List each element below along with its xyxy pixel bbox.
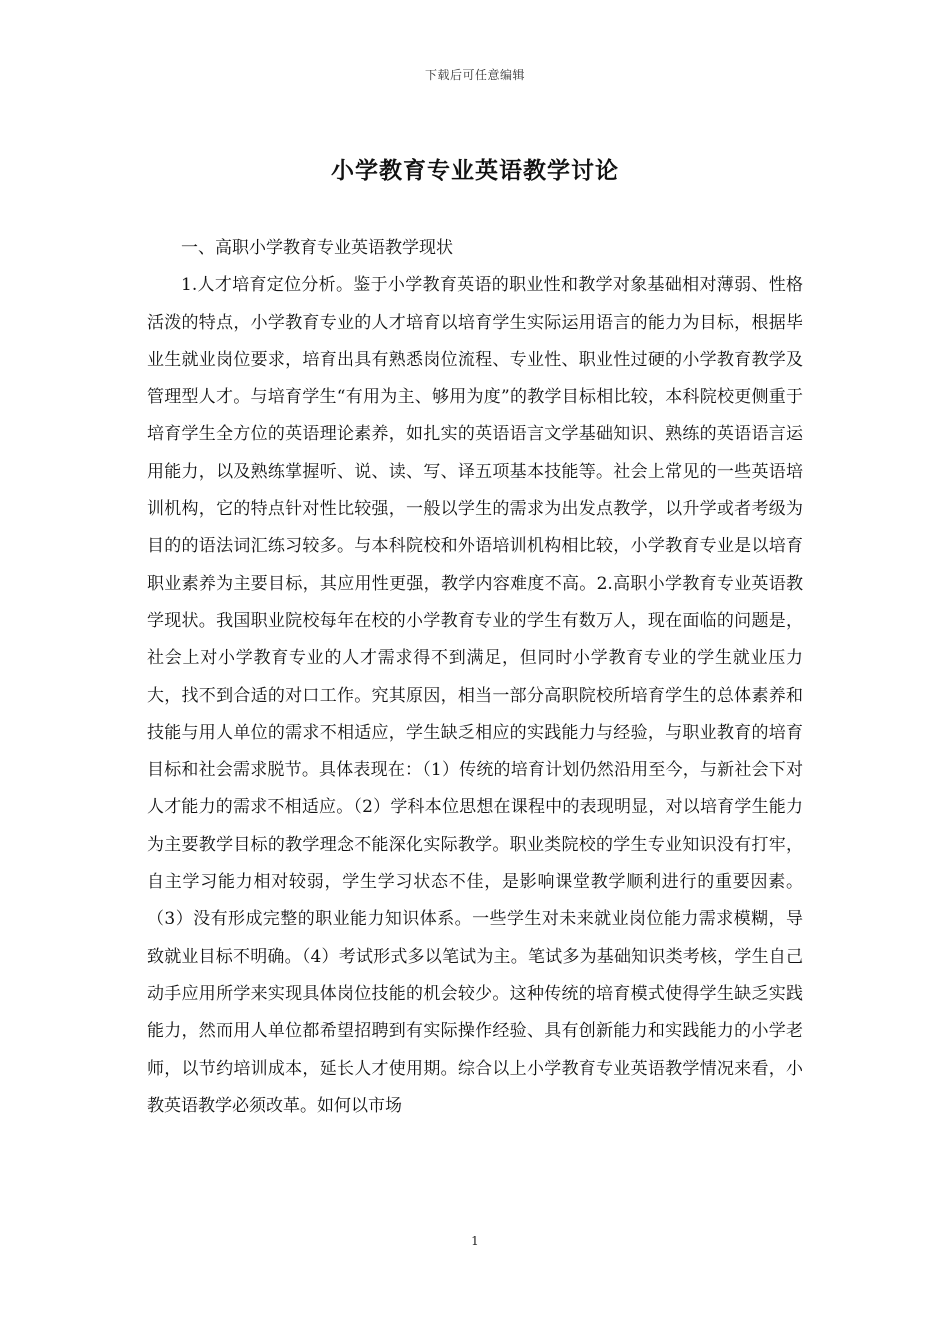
document-title: 小学教育专业英语教学讨论	[331, 157, 619, 184]
document-body	[147, 230, 803, 1125]
page-number: 1	[471, 1234, 479, 1248]
section-heading: 一、高职小学教育专业英语教学现状	[181, 238, 453, 258]
header-note: 下载后可任意编辑	[424, 68, 525, 82]
body-paragraph: 1.人才培育定位分析。鉴于小学教育英语的职业性和教学对象基础相对薄弱、性格活泼的特点，小学教育专业的人才培育以培育学生实际运用语言的能力为目标，根据毕业生就业岗位要求，培育出具有熟悉岗位流程、专业性、职业性过硬的小学教育教学及管理型人才。与培育学生“有用为主、够用为度”的教学目标相比较，本科院校更侧重于培育学生全方位的英语理论素养，如扎实的英语语言文学基础知识、熟练的英语语言运用能力，以及熟练掌握听、说、读、写、译五项基本技能等。社会上常见的一些英语培训机构，它的特点针对性比较强，一般以学生的需求为出发点教学，以升学或者考级为目的的语法词汇练习较多。与本科院校和外语培训机构相比较，小学教育专业是以培育职业素养为主要目标，其应用性更强，教学内容难度不高。2.高职小学教育专业英语教学现状。我国职业院校每年在校的小学教育专业的学生有数万人，现在面临的问题是，社会上对小学教育专业的人才需求得不到满足，但同时小学教育专业的学生就业压力大，找不到合适的对口工作。究其原因，相当一部分高职院校所培育学生的总体素养和技能与用人单位的需求不相适应，学生缺乏相应的实践能力与经验，与职业教育的培育目标和社会需求脱节。具体表现在：（1）传统的培育计划仍然沿用至今，与新社会下对人才能力的需求不相适应。（2）学科本位思想在课程中的表现明显，对以培育学生能力为主要教学目标的教学理念不能深化实际教学。职业类院校的学生专业知识没有打牢，自主学习能力相对较弱，学生学习状态不佳，是影响课堂教学顺利进行的重要因素。（3）没有形成完整的职业能力知识体系。一些学生对未来就业岗位能力需求模糊，导致就业目标不明确。（4）考试形式多以笔试为主。笔试多为基础知识类考核，学生自己动手应用所学来实现具体岗位技能的机会较少。这种传统的培育模式使得学生缺乏实践能力，然而用人单位都希望招聘到有实际操作经验、具有创新能力和实践能力的小学老师，以节约培训成本，延长人才使用期。综合以上小学教育专业英语教学情况来看，小教英语教学必须改革。如何以市场	[147, 275, 803, 1116]
